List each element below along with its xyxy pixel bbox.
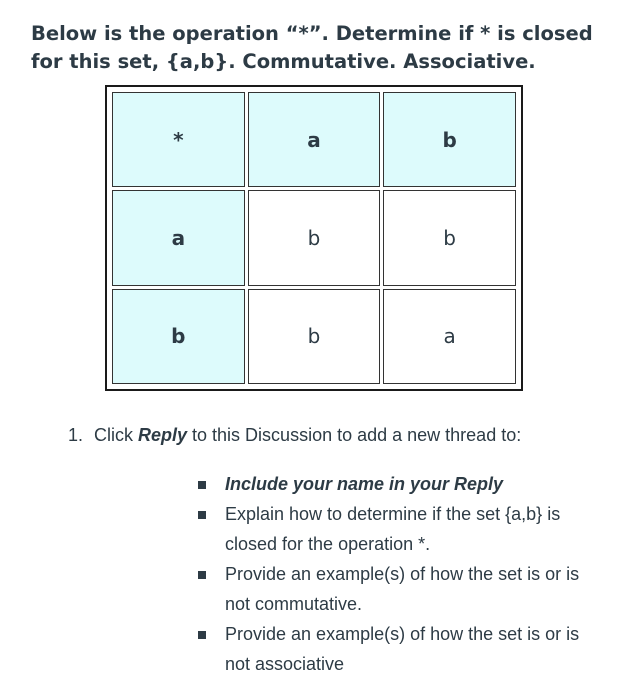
- table-row: [112, 190, 516, 285]
- square-bullet-icon: [198, 511, 206, 519]
- table-corner-cell: *: [112, 92, 245, 187]
- table-row: [112, 289, 516, 384]
- step-suffix: to this Discussion to add a new thread to:: [187, 425, 522, 445]
- square-bullet-icon: [198, 481, 206, 489]
- bullet-text: Include your name in your Reply: [225, 474, 504, 494]
- table-row-header: a: [112, 190, 245, 285]
- reply-keyword: Reply: [138, 425, 188, 445]
- table-column-header: b: [383, 92, 516, 187]
- list-item: [196, 559, 596, 619]
- step-number: 1.: [68, 425, 84, 445]
- table-cell: b: [383, 190, 516, 285]
- bullet-text: Provide an example(s) of how the set is or is not commutative.: [225, 564, 580, 614]
- operation-table: [105, 85, 523, 391]
- table-header-row: [112, 92, 516, 187]
- table-cell: b: [248, 289, 381, 384]
- instruction-bullet-list: [196, 469, 596, 679]
- list-item: [196, 619, 596, 679]
- bullet-text: Explain how to determine if the set {a,b} is closed for the operation *.: [225, 504, 561, 554]
- table-cell: a: [383, 289, 516, 384]
- title-line-1: Below is the operation “*”. Determine if * is closed: [31, 22, 593, 45]
- page-title: [31, 20, 611, 76]
- step-prefix: Click: [94, 425, 138, 445]
- table-cell: b: [248, 190, 381, 285]
- list-item: [196, 499, 596, 559]
- table-row-header: b: [112, 289, 245, 384]
- title-line-2: for this set, {a,b}. Commutative. Associative.: [31, 50, 536, 73]
- bullet-text: Provide an example(s) of how the set is or is not associative: [225, 624, 580, 674]
- square-bullet-icon: [198, 571, 206, 579]
- square-bullet-icon: [198, 631, 206, 639]
- instruction-step: [68, 420, 608, 450]
- table-column-header: a: [248, 92, 381, 187]
- list-item: [196, 469, 596, 499]
